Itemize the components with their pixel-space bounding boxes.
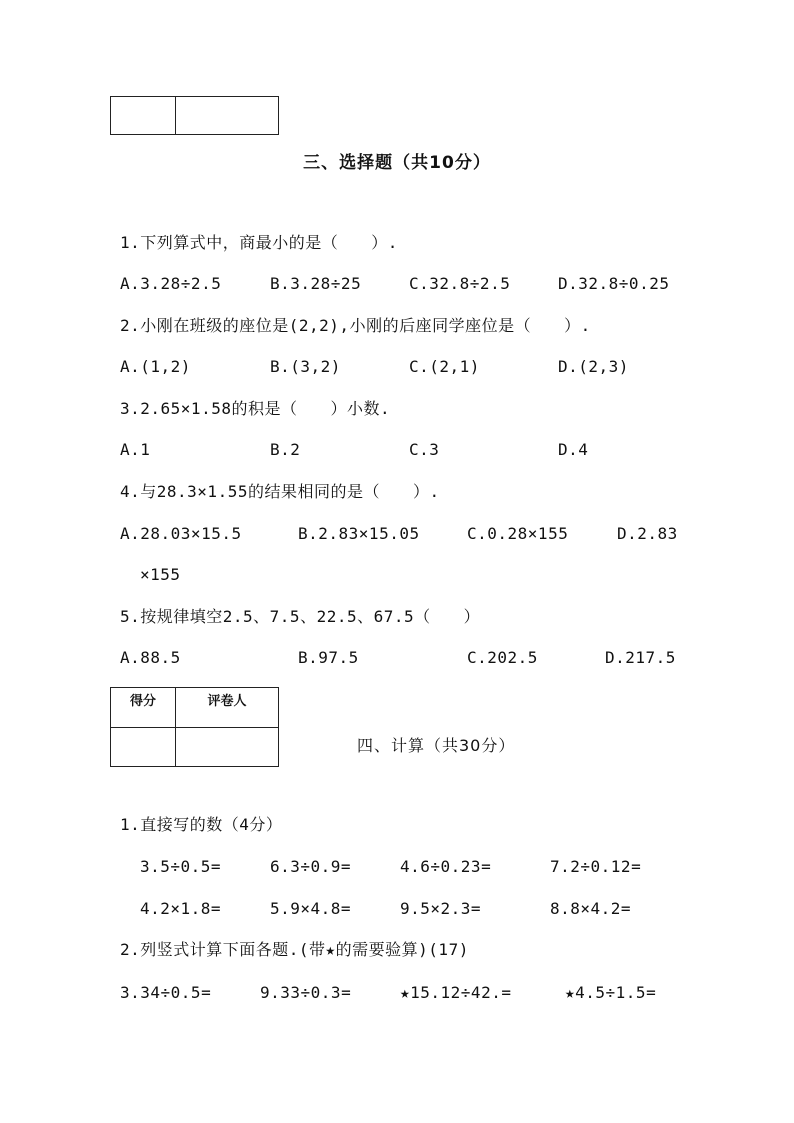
section-3-title: 三、选择题（共10分） xyxy=(303,153,491,173)
calc-item: 5.9×4.8= xyxy=(270,899,352,918)
score-table-top xyxy=(110,96,279,135)
calc-item: 4.2×1.8= xyxy=(140,899,222,918)
vertical-calc-item: ★15.12÷42.= xyxy=(400,983,512,1002)
q5-option-b: B.97.5 xyxy=(298,648,359,667)
q2-option-b: B.(3,2) xyxy=(270,357,341,376)
q1-option-c: C.32.8÷2.5 xyxy=(409,274,511,293)
q1-option-a: A.3.28÷2.5 xyxy=(120,274,222,293)
calc-item: 6.3÷0.9= xyxy=(270,857,352,876)
score-table-section-4 xyxy=(110,687,279,767)
calc-item: 4.6÷0.23= xyxy=(400,857,492,876)
q3-option-c: C.3 xyxy=(409,440,440,459)
q2-option-a: A.(1,2) xyxy=(120,357,191,376)
q3-option-b: B.2 xyxy=(270,440,301,459)
grader-header: 评卷人 xyxy=(176,688,279,728)
calc-question-2: 2.列竖式计算下面各题.(带★的需要验算)(17) xyxy=(120,940,469,959)
q5-option-c: C.202.5 xyxy=(467,648,538,667)
q5-option-a: A.88.5 xyxy=(120,648,181,667)
q4-option-b: B.2.83×15.05 xyxy=(298,524,420,543)
score-header: 得分 xyxy=(111,688,176,728)
q2-option-c: C.(2,1) xyxy=(409,357,480,376)
question-3: 3.2.65×1.58的积是（ ）小数. xyxy=(120,399,391,418)
q3-option-a: A.1 xyxy=(120,440,151,459)
calc-item: 9.5×2.3= xyxy=(400,899,482,918)
q1-option-d: D.32.8÷0.25 xyxy=(558,274,670,293)
q4-option-d: D.2.83 xyxy=(617,524,678,543)
question-5: 5.按规律填空2.5、7.5、22.5、67.5（ ） xyxy=(120,607,481,626)
q3-option-d: D.4 xyxy=(558,440,589,459)
question-4: 4.与28.3×1.55的结果相同的是（ ）. xyxy=(120,482,440,501)
calc-item: 8.8×4.2= xyxy=(550,899,632,918)
vertical-calc-item: 9.33÷0.3= xyxy=(260,983,352,1002)
q2-option-d: D.(2,3) xyxy=(558,357,629,376)
question-1: 1.下列算式中，商最小的是（ ）. xyxy=(120,233,398,252)
calc-item: 3.5÷0.5= xyxy=(140,857,222,876)
calc-question-1: 1.直接写的数（4分） xyxy=(120,815,283,834)
section-4-title: 四、计算（共30分） xyxy=(357,736,516,755)
score-cell xyxy=(111,97,176,135)
q4-option-a: A.28.03×15.5 xyxy=(120,524,242,543)
q5-option-d: D.217.5 xyxy=(605,648,676,667)
calc-item: 7.2÷0.12= xyxy=(550,857,642,876)
q1-option-b: B.3.28÷25 xyxy=(270,274,362,293)
score-value-cell xyxy=(111,728,176,767)
q4-option-c: C.0.28×155 xyxy=(467,524,569,543)
vertical-calc-item: 3.34÷0.5= xyxy=(120,983,212,1002)
question-2: 2.小刚在班级的座位是(2,2),小刚的后座同学座位是（ ）. xyxy=(120,316,591,335)
vertical-calc-item: ★4.5÷1.5= xyxy=(565,983,657,1002)
q4-option-d-wrap: ×155 xyxy=(140,565,181,584)
grader-value-cell xyxy=(176,728,279,767)
grader-cell xyxy=(176,97,279,135)
